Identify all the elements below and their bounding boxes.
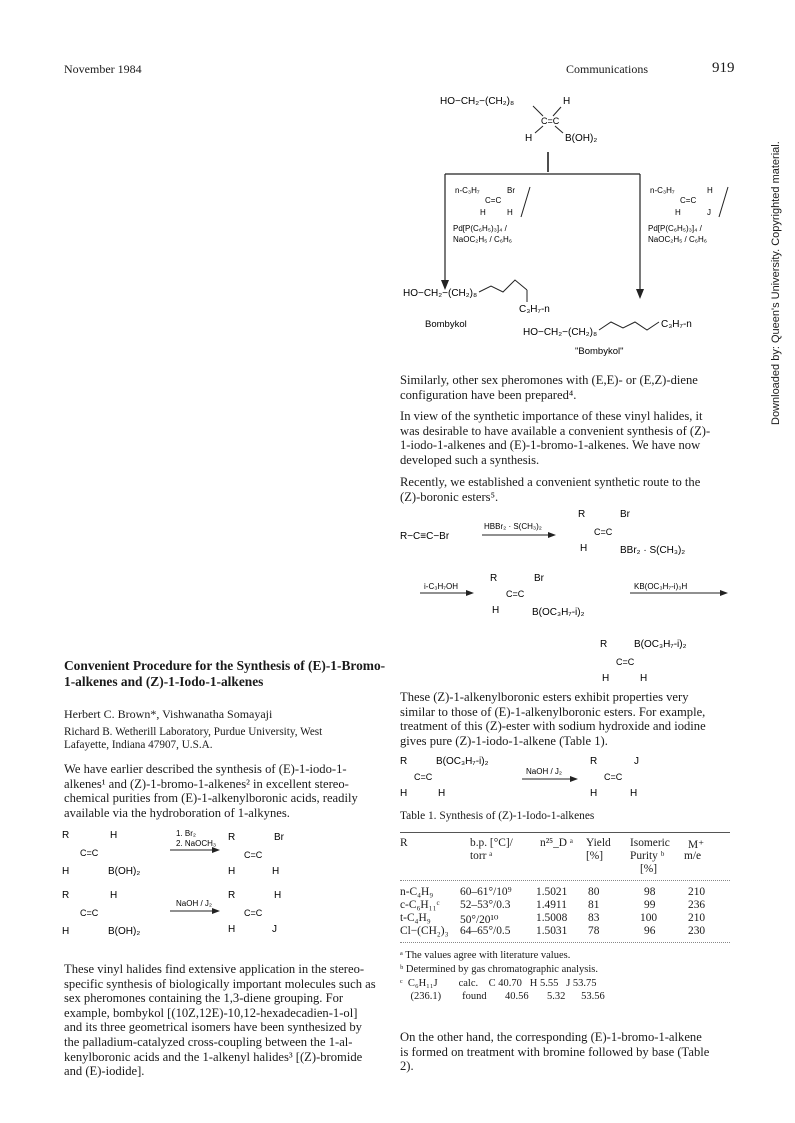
svg-text:H: H: [228, 924, 236, 935]
th-mass: M⁺: [688, 839, 705, 851]
product-right-name: "Bombykol": [575, 346, 624, 357]
table-row: n-C₄H₉: [400, 886, 434, 898]
svg-text:R: R: [228, 832, 236, 843]
svg-text:R: R: [400, 756, 408, 767]
svg-text:H: H: [110, 830, 118, 841]
reagent-right-propyl: n-C₃H₇: [650, 186, 675, 195]
svg-text:Br: Br: [620, 509, 630, 520]
reagent-hbbr2: HBBr₂ · S(CH₃)₂: [484, 522, 542, 531]
table-row: Cl−(CH₂)₃: [400, 925, 449, 937]
svg-text:C=C: C=C: [80, 908, 99, 918]
svg-text:R: R: [578, 509, 586, 520]
svg-text:B(OC₃H₇-i)₂: B(OC₃H₇-i)₂: [634, 639, 687, 650]
reagent-naoh-j2: NaOH / J₂: [176, 899, 212, 908]
running-journal: Communications: [566, 62, 648, 76]
svg-text:C=C: C=C: [244, 908, 263, 918]
footnote-c1: ᶜ C₆H₁₁J calc. C 40.70 H 5.55 J 53.75: [400, 978, 597, 989]
th-r: R: [400, 837, 408, 849]
para-right-5: On the other hand, the corresponding (E)-1-bromo-1-alkene is formed on treatment with bromine followed by base (Table 2).: [400, 1030, 710, 1074]
para-left-1: We have earlier described the synthesis of (E)-1-iodo-1- alkenes¹ and (Z)-1-bromo-1-alkenes² in excellent stereo- chemical purities from (E)-1-alkenylboronic acids, readily available via the hydroboration of 1-alkynes.: [64, 762, 358, 820]
svg-text:C=C: C=C: [604, 772, 623, 782]
para-right-4: These (Z)-1-alkenylboronic esters exhibit properties very similar to those of (E)-1-alkenylboronic esters. For example, treatment of this (Z)-ester with sodium hydroxide and iodine gives pure (Z)-1-iodo-1-alkene (Table 1).: [400, 690, 706, 748]
svg-text:H: H: [492, 605, 500, 616]
product-right-sub: C₃H₇-n: [661, 319, 692, 330]
article-title: Convenient Procedure for the Synthesis of (E)-1-Bromo- 1-alkenes and (Z)-1-Iodo-1-alkenes: [64, 658, 386, 689]
reagent-left-h2: H: [507, 208, 513, 217]
scheme-top-b: B(OH)₂: [565, 133, 598, 144]
footnote-a: ᵃ The values agree with literature values.: [400, 950, 571, 961]
para-right-3: Recently, we established a convenient synthetic route to the (Z)-boronic esters⁵.: [400, 475, 701, 504]
reagent-left-br: Br: [507, 186, 515, 195]
product-right: HO−CH₂−(CH₂)₈: [523, 327, 598, 338]
svg-text:H: H: [580, 543, 588, 554]
svg-text:H: H: [630, 788, 638, 799]
svg-text:BBr₂ · S(CH₃)₂: BBr₂ · S(CH₃)₂: [620, 545, 686, 556]
reagent-right-j: J: [707, 208, 711, 217]
vinyl-halide-scheme: [60, 826, 310, 946]
para-right-2: In view of the synthetic importance of these vinyl halides, it was desirable to have available a convenient synthesis of (Z)- 1-iodo-1-alkenes and (E)-1-bromo-1-alkenes. We have now developed such a synthesis.: [400, 409, 711, 467]
svg-text:H: H: [590, 788, 598, 799]
bombykol-scheme: [395, 90, 745, 365]
authors: Herbert C. Brown*, Vishwanatha Somayaji: [64, 707, 273, 721]
cat-left-2: NaOC₂H₅ / C₆H₆: [453, 235, 513, 244]
svg-text:H: H: [228, 866, 236, 877]
svg-text:R: R: [600, 639, 608, 650]
svg-text:H: H: [640, 673, 648, 684]
svg-text:C=C: C=C: [414, 772, 433, 782]
svg-text:C=C: C=C: [485, 196, 502, 205]
reagent-right-h2: H: [675, 208, 681, 217]
cat-right-2: NaOC₂H₅ / C₆H₆: [648, 235, 708, 244]
copyright-note: Downloaded by: Queen's University. Copyrighted material.: [770, 141, 782, 425]
svg-text:R: R: [62, 830, 70, 841]
reagent-isopropanol: i-C₃H₇OH: [424, 582, 459, 591]
para-left-2: These vinyl halides find extensive application in the stereo- specific synthesis of biologically important molecules such as sex pheromones containing the 1,3-diene grouping. For example, bombykol [(10Z,12E)-10,12-hexadecadien-1-ol] and its three geometrical isomers have been synthesized by the palladium-catalyzed cross-coupling between the 1-al- kenylboronic acids and the 1-alkenyl halides³ [(Z)-bromide and (E)-iodide].: [64, 962, 376, 1079]
running-date: November 1984: [64, 62, 142, 76]
th-purity: Isomeric: [630, 837, 670, 849]
table-1: Table 1. Synthesis of (Z)-1-Iodo-1-alkenes R b.p. [°C]/ torr ᵃ n²⁵_D ᵃ Yield [%] Isomeric Purity ᵇ [%] M⁺ m/e n-C₄H₉ 60–61°/10⁹ 1.5021 80 98 210 c-C₆H₁₁ᶜ 52–53°/0.3 1.4911 81 99 236 t-C₄H₉ 50°/20¹⁰ 1.5008 83 100 210 Cl−(CH₂)₃ 64–65°/0.5 1.5031 78 96 230 ᵃ The values agree with literature values. ᵇ Determined by gas chromatographic analysis. ᶜ C₆H₁₁J calc. C 40.70 H 5.55 J 53.75 (236.1) found 40.56 5.32 53.56: [400, 810, 730, 1020]
th-nd: n²⁵_D ᵃ: [540, 837, 573, 849]
para-right-1: Similarly, other sex pheromones with (E,E)- or (E,Z)-diene configuration have been prepared⁴.: [400, 373, 698, 402]
svg-text:C=C: C=C: [594, 527, 613, 537]
scheme-top-h1: H: [563, 96, 571, 107]
reagent-right-h: H: [707, 186, 713, 195]
product-left: HO−CH₂−(CH₂)₈: [403, 288, 478, 299]
svg-text:R: R: [228, 890, 236, 901]
svg-text:H: H: [438, 788, 446, 799]
svg-text:B(OC₃H₇-i)₂: B(OC₃H₇-i)₂: [532, 607, 585, 618]
svg-text:H: H: [110, 890, 118, 901]
th-bp: b.p. [°C]/: [470, 837, 513, 849]
table-row: t-C₄H₉: [400, 912, 431, 924]
reagent-left-h1: H: [480, 208, 486, 217]
svg-text:H: H: [62, 866, 70, 877]
z-boronic-ester: [600, 635, 740, 695]
svg-text:C=C: C=C: [616, 657, 635, 667]
svg-text:Br: Br: [274, 832, 284, 843]
affiliation: Richard B. Wetherill Laboratory, Purdue University, West Lafayette, Indiana 47907, U.S.A.: [64, 726, 323, 751]
svg-text:B(OH)₂: B(OH)₂: [108, 926, 141, 937]
svg-text:H: H: [602, 673, 610, 684]
alkyne-bromide: R−C≡C−Br: [400, 531, 450, 542]
footnote-c2: (236.1) found 40.56 5.32 53.56: [400, 991, 605, 1002]
cat-right-1: Pd[P(C₆H₅)₃]₄ /: [648, 224, 702, 233]
svg-text:C=C: C=C: [244, 850, 263, 860]
svg-text:R: R: [62, 890, 70, 901]
page-number: 919: [712, 60, 735, 76]
svg-text:B(OH)₂: B(OH)₂: [108, 866, 141, 877]
svg-text:C=C: C=C: [680, 196, 697, 205]
footnote-b: ᵇ Determined by gas chromatographic analysis.: [400, 964, 599, 975]
svg-text:H: H: [272, 866, 280, 877]
reagent-naoch3: 2. NaOCH₃: [176, 839, 217, 848]
svg-text:R: R: [490, 573, 498, 584]
scheme-top-h2: H: [525, 133, 533, 144]
svg-text:R: R: [590, 756, 598, 767]
reagent-naoh-j2-right: NaOH / J₂: [526, 767, 562, 776]
th-yield: Yield: [586, 837, 611, 849]
reagent-kbh: KB(OC₃H₇-i)₃H: [634, 582, 688, 591]
iodination-scheme: [398, 752, 678, 808]
svg-text:C=C: C=C: [80, 848, 99, 858]
boronic-ester-scheme: [398, 505, 738, 645]
svg-text:C=C: C=C: [541, 116, 560, 126]
cat-left-1: Pd[P(C₆H₅)₃]₄ /: [453, 224, 507, 233]
svg-text:H: H: [400, 788, 408, 799]
svg-text:Br: Br: [534, 573, 544, 584]
svg-text:B(OC₃H₇-i)₂: B(OC₃H₇-i)₂: [436, 756, 489, 767]
svg-text:H: H: [274, 890, 282, 901]
reagent-left-propyl: n-C₃H₇: [455, 186, 480, 195]
table-caption: Table 1. Synthesis of (Z)-1-Iodo-1-alkenes: [400, 810, 595, 822]
svg-text:J: J: [272, 924, 277, 935]
svg-text:J: J: [634, 756, 639, 767]
svg-text:H: H: [62, 926, 70, 937]
scheme-top-left: HO−CH₂−(CH₂)₈: [440, 96, 515, 107]
reagent-br2: 1. Br₂: [176, 829, 196, 838]
table-row: c-C₆H₁₁ᶜ: [400, 899, 440, 911]
svg-text:C=C: C=C: [506, 589, 525, 599]
product-left-name: Bombykol: [425, 319, 467, 330]
product-left-sub: C₃H₇-n: [519, 304, 550, 315]
